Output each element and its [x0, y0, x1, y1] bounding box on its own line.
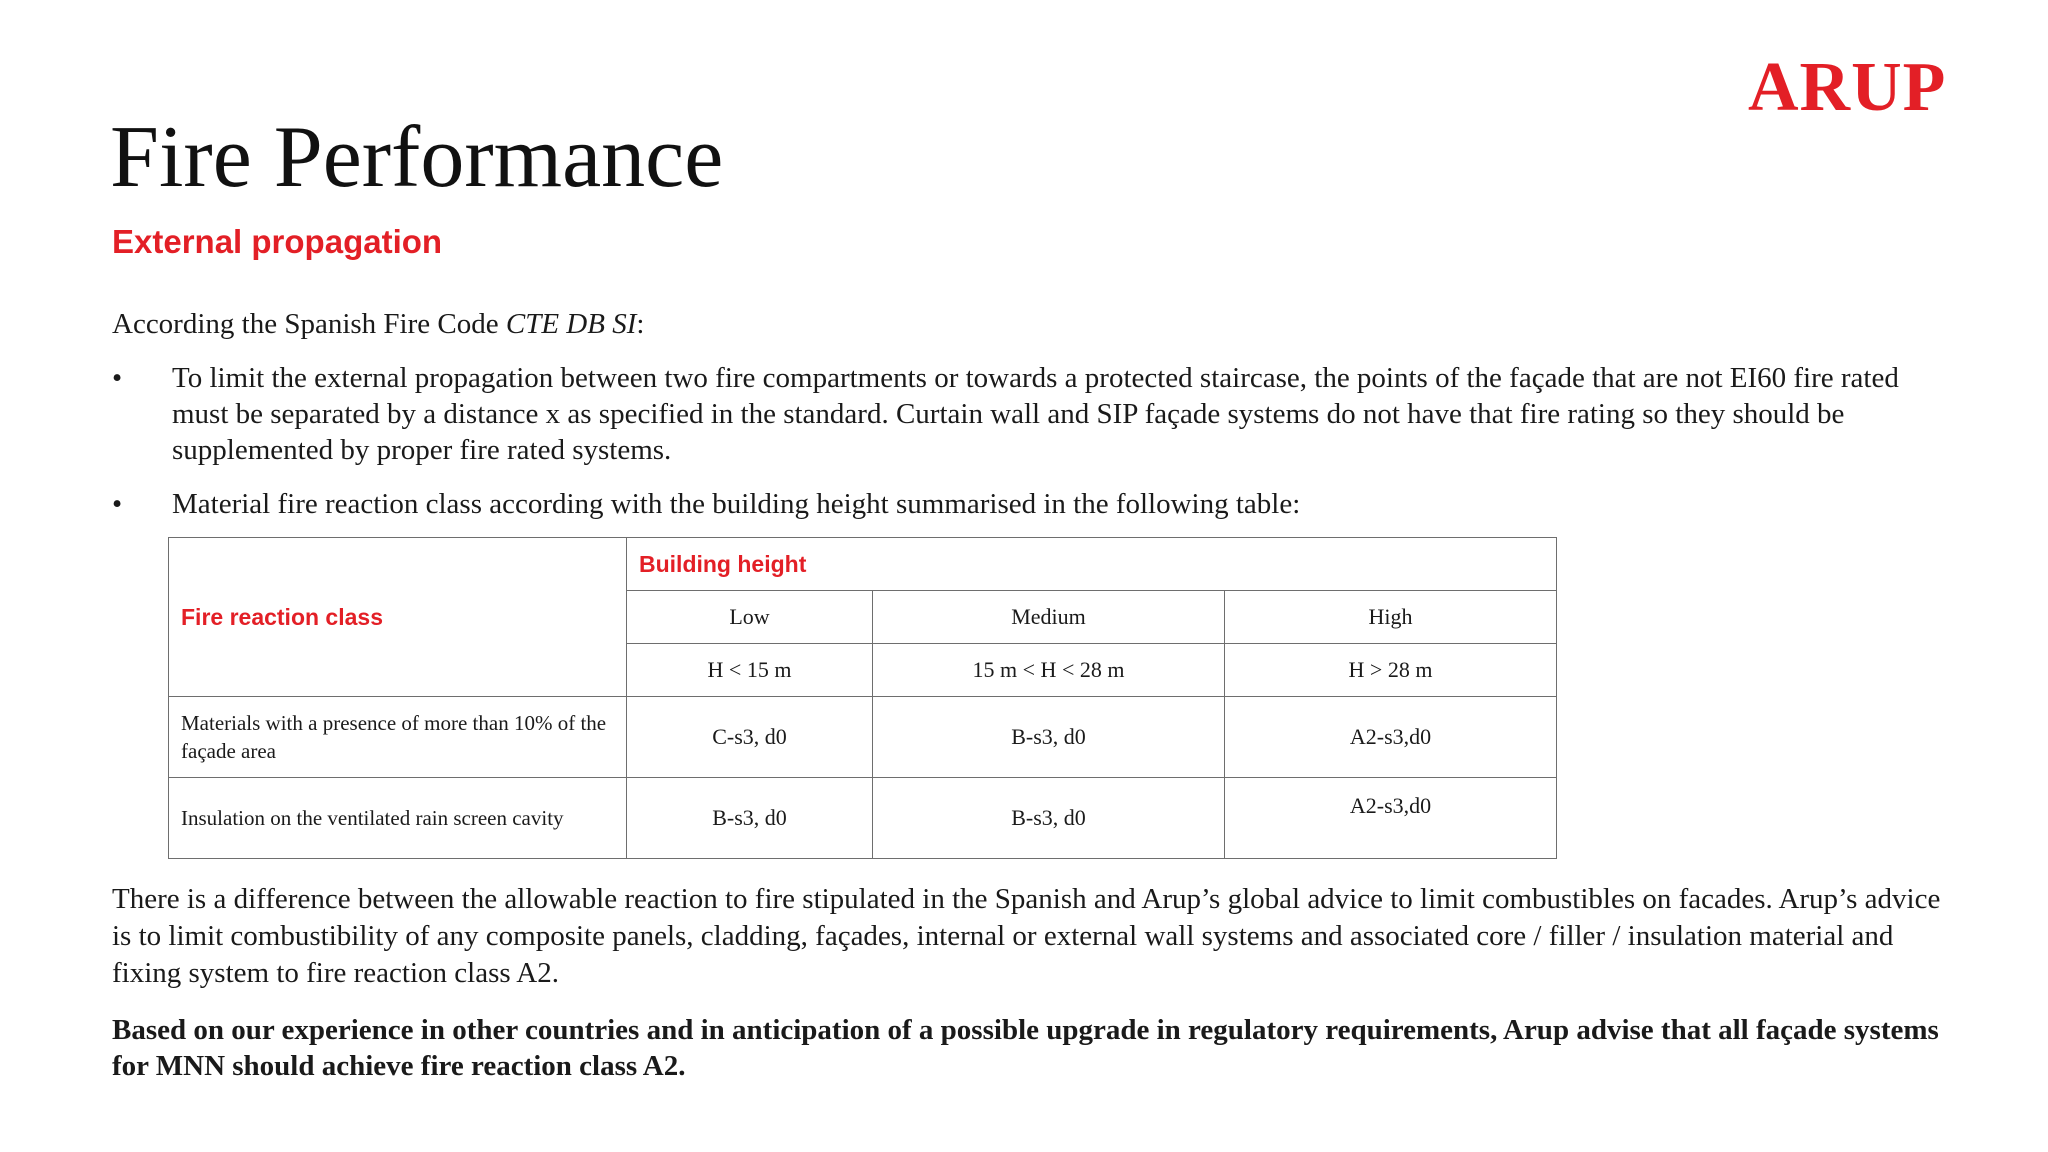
page-title: Fire Performance: [110, 109, 724, 206]
code-name: CTE DB SI: [505, 308, 637, 340]
bullet-text: Material fire reaction class according with the building height summarised in the following table:: [172, 488, 1301, 520]
value-cell: B-s3, d0: [627, 778, 873, 859]
row-label-cell: Materials with a presence of more than 10% of the façade area: [169, 697, 627, 778]
body-paragraph: There is a difference between the allowable reaction to fire stipulated in the Spanish and Arup’s global advice to limit combustibles on facades. Arup’s advice is to limit combustibility of any composite panels, cladding, façades, internal or external wall systems and associated core / filler / insulation material and fixing system to fire reaction class A2.: [112, 883, 1941, 989]
bullet-item: [112, 486, 1942, 522]
fire-reaction-table: [168, 537, 1557, 859]
table-row: [169, 778, 1557, 859]
arup-logo: ARUP: [1748, 49, 1947, 126]
value-cell: C-s3, d0: [627, 697, 873, 778]
bullet-list: [112, 360, 1942, 522]
row-header-cell: Fire reaction class: [169, 538, 627, 697]
value-cell: A2-s3,d0: [1225, 697, 1557, 778]
section-subtitle: External propagation: [112, 223, 443, 260]
bullet-item: [112, 360, 1942, 468]
column-label-cell: Low: [627, 591, 873, 644]
group-header-cell: Building height: [627, 538, 1557, 591]
value-cell: B-s3, d0: [873, 778, 1225, 859]
table-row: [169, 697, 1557, 778]
column-range-cell: H < 15 m: [627, 644, 873, 697]
value-cell: B-s3, d0: [873, 697, 1225, 778]
conclusion-paragraph: Based on our experience in other countries and in anticipation of a possible upgrade in regulatory requirements, Arup advise that all façade systems for MNN should achieve fire reaction class A2.: [112, 1014, 1939, 1082]
intro-text: [112, 304, 1912, 344]
bullet-marker: •: [112, 362, 123, 394]
value-cell: A2-s3,d0: [1225, 778, 1557, 859]
intro-prefix: According the Spanish Fire Code: [112, 308, 506, 340]
column-label-cell: Medium: [873, 591, 1225, 644]
column-range-cell: 15 m < H < 28 m: [873, 644, 1225, 697]
intro-suffix: :: [636, 308, 645, 340]
table-row: [169, 538, 1557, 591]
column-label-cell: High: [1225, 591, 1557, 644]
column-range-cell: H > 28 m: [1225, 644, 1557, 697]
bullet-text: To limit the external propagation between two fire compartments or towards a protected staircase, the points of the façade that are not EI60 fire rated must be separated by a distance x as specified in the standard. Curtain wall and SIP façade systems do not have that fire rating so they should be supplemented by proper fire rated systems.: [172, 362, 1899, 466]
row-label-cell: Insulation on the ventilated rain screen cavity: [169, 778, 627, 859]
bullet-marker: •: [112, 488, 123, 520]
